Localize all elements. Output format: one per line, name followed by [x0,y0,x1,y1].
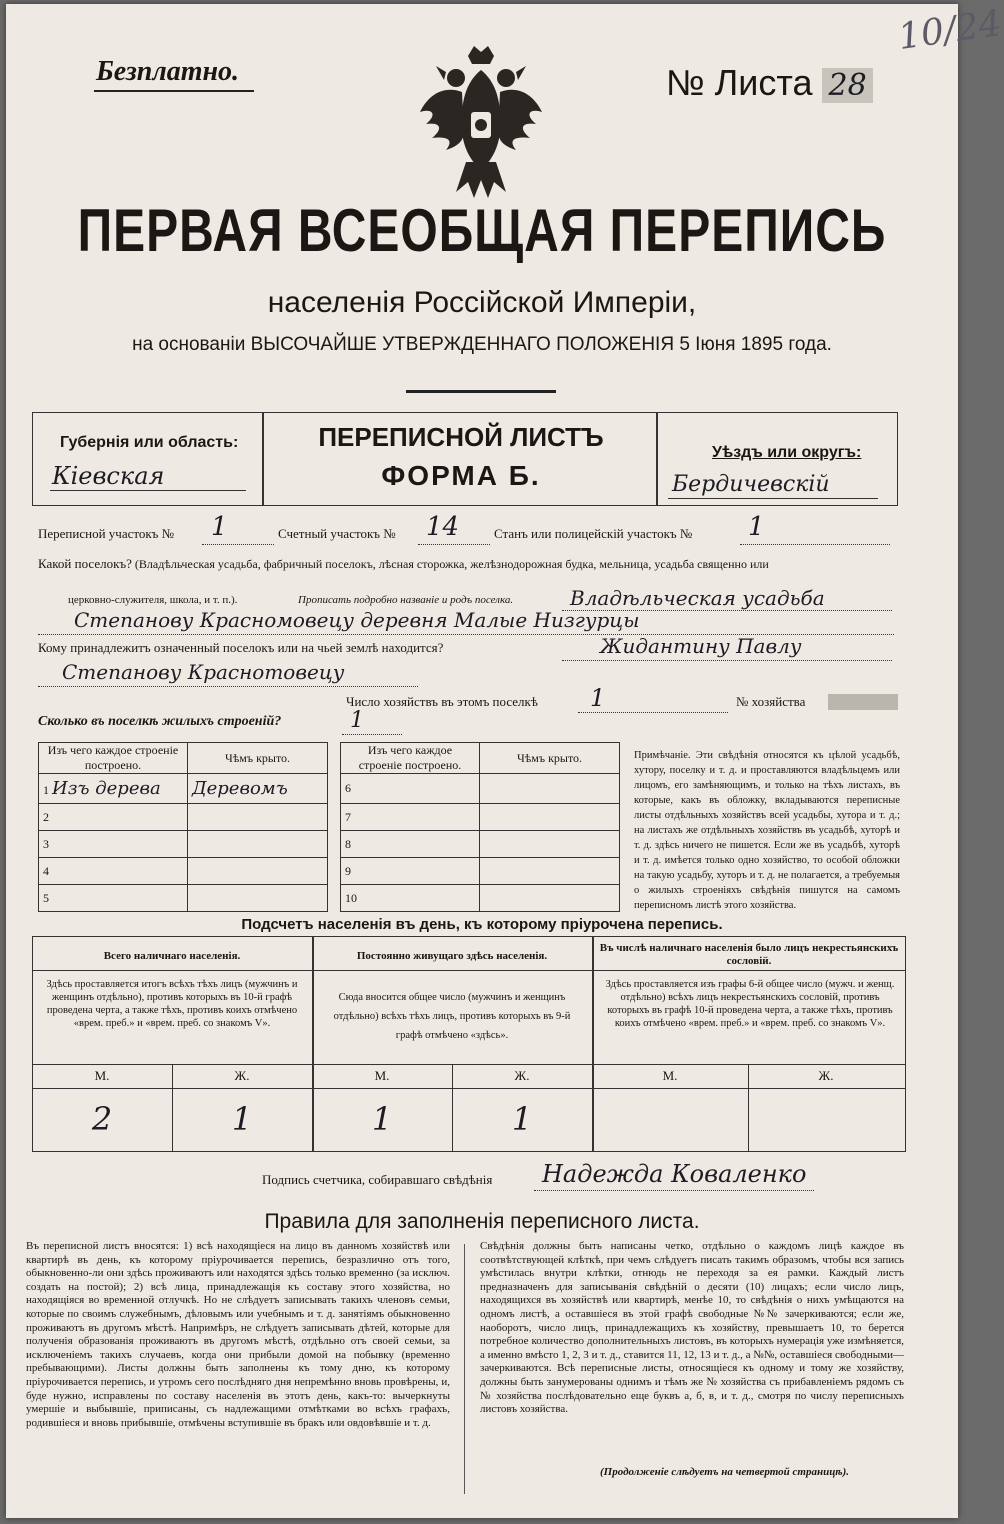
sheet-number [666,62,873,104]
col2-m-label: М. [374,1068,390,1083]
roof-cell [188,885,328,912]
rules-continued: (Продолженіе слѣдуетъ на четвертой страницѣ). [600,1466,850,1478]
margin-note: 10/24 [895,2,1004,59]
document-subtitle: населенія Россійской Имперіи, [267,286,697,319]
census-section-value: 1 [211,512,228,542]
stan-label: Станъ или полицейскій участокъ № [494,526,693,541]
count-section-value: 14 [426,512,460,542]
non-peasant-text: Здѣсь проставляется изъ графы 6-й общее число (мужч. и женщ. отдѣльно) всѣхъ лицъ некрестьянскихъ сословій, противъ которыхъ въ графѣ 10-й проведена черта, а также тѣхъ, противъ коихъ отмѣчено «врем. преб.» и «врем. преб. со знакомъ V». [605,979,895,1029]
permanent-population-header: Постоянно живущаго здѣсь населенія. [356,950,548,962]
rules-right-column: Свѣдѣнія должны быть написаны четко, отдѣльно о каждомъ лицѣ каждое въ соотвѣтствующей клѣткѣ, при чемъ слѣдуетъ писать такимъ образомъ, чтобы вся запись умѣстилась внутри клѣтки, отнюдь не переходя за ея рамки. Каждый листъ предназначенъ для записыванія свѣдѣній о десяти (10) лицахъ; если число лицъ, находящихся въ хозяйствѣ или квартирѣ, менѣе 10, то свѣдѣнія о нихъ умѣщаются на одномъ листѣ, а оставшіеся въ этой графѣ свободные №№ зачеркиваются; если же, наоборотъ, число лицъ, принадлежащихъ къ хозяйству, превышаетъ 10, то берется потребное количество дополнительныхъ листовъ, въ которыхъ нумерація уже измѣняется, а именно вмѣсто 1, 2, 3 и т. д., ставится 11, 12, 13 и т. д., а №№, оставшіеся свободными—зачеркиваются. Всѣ переписные листы, относящіеся къ одному и тому же хозяйству, должны быть занумерованы однимъ и тѣмъ же № хозяйства съ прибавленіемъ рядомъ съ № хозяйства послѣдовательно еще буквъ а, б, в, и т. д., смотря по числу переписныхъ листовъ хозяйства. [480,1240,904,1416]
owner-line-1 [562,660,892,661]
col3-zh-label: Ж. [818,1068,834,1083]
roof-cell [480,885,620,912]
table-row [341,831,620,858]
row-number: 4 [39,858,188,885]
row-number: 6 [341,774,480,804]
present-women-value: 1 [231,1100,253,1138]
population-divider-2 [592,936,594,1152]
population-values-line [32,1088,906,1089]
table-row [341,885,620,912]
roof-value: Деревомъ [192,778,288,799]
gubernia-value: Кіевская [52,462,165,490]
owner-value-2: Степанову Краснотовецу [62,660,345,684]
table-row [39,831,328,858]
sheet-number-label: № Листа [666,62,813,103]
present-population-header: Всего наличнаго населенія. [103,950,241,962]
owner-value-1: Жидантину Павлу [600,634,802,658]
frame-divider-left [262,412,264,506]
col3-m-label: М. [662,1068,678,1083]
row-number: 7 [341,804,480,831]
buildings-table-left [38,742,328,912]
population-title: Подсчетъ населенія въ день, къ которому пріурочена перепись. [241,916,723,933]
table-row [39,743,328,774]
permanent-women-value: 1 [511,1100,533,1138]
title-divider [406,390,556,393]
free-underline [94,90,254,92]
roof-cell [480,774,620,804]
roof-cell [188,774,328,804]
households-label: Число хозяйствъ въ этомъ поселкѣ [346,694,538,709]
buildings-note: Примѣчаніе. Эти свѣдѣнія относятся къ цѣлой усадьбѣ, хутору, поселку и т. д. и проставляются владѣльцемъ или лицомъ, его замѣняющимъ, и только на тѣхъ листахъ, въ которые, какъ въ обложку, вкладываются переписные листы отдѣльныхъ хозяйствъ всей усадьбы, хутора и т. д.; на листахъ же отдѣльныхъ хозяйствъ въ усадьбѣ, хуторѣ и т. д. здѣсь ничего не пишется. Если же въ усадьбѣ, хуторѣ и т. д. имѣется только одно хозяйство, то особой обложки на такую усадьбу, хуторъ и т. д. не полагается, а требуемыя о жилыхъ строеніяхъ свѣдѣнія пишутся на самомъ переписномъ листѣ этого хозяйства. [634,750,900,911]
uezd-label: Уѣздъ или округъ: [712,444,862,461]
count-section-label: Счетный участокъ № [278,526,396,541]
census-section-line [202,544,274,545]
row-number: 2 [39,804,188,831]
table-row [39,858,328,885]
settlement-hint-2: церковно-служителя, школа, и т. п.). [68,594,238,606]
frame-divider-right [656,412,658,506]
household-no-redaction [828,694,898,710]
material-header: Изъ чего каждое строеніе построено. [39,743,188,774]
table-row [341,804,620,831]
roof-header: Чѣмъ крыто. [188,743,328,774]
double-headed-eagle-icon [416,42,546,202]
table-row [341,858,620,885]
table-row [39,804,328,831]
settlement-hint: (Владѣльческая усадьба, фабричный поселокъ, лѣсная сторожка, желѣзнодорожная будка, мельница, усадьба священно или [134,557,769,571]
census-section-label: Переписной участокъ № [38,526,175,541]
population-header-line [32,970,906,971]
signature-value: Надежда Коваленко [542,1160,807,1188]
census-sheet [6,2,1004,1518]
table-row [39,885,328,912]
roof-cell [188,858,328,885]
households-value: 1 [590,684,606,712]
form-type: ФОРМА Б. [381,460,541,491]
sheet-number-value: 28 [822,68,872,103]
permanent-population-text: Сюда вносится общее число (мужчинъ и женщинъ отдѣльно) всѣхъ тѣхъ лицъ, противъ которыхъ въ 9-й графѣ отмѣчено «здѣсь». [333,992,571,1041]
table-row [341,774,620,804]
uezd-value: Бердичевскій [672,472,830,497]
roof-cell [188,804,328,831]
signature-line [534,1190,814,1191]
table-row [341,743,620,774]
material-value: Изъ дерева [52,778,161,799]
row-number: 5 [39,885,188,912]
row-number: 8 [341,831,480,858]
roof-cell [188,831,328,858]
rules-left-column: Въ переписной листъ вносятся: 1) всѣ находящіеся на лицо въ данномъ хозяйствѣ или квартирѣ въ день, къ которому пріурочивается перепись, безразлично отъ того, обыкновенно-ли они здѣсь проживаютъ или находятся здѣсь только временно (за исключ. создать на постой); 2) всѣ лица, принадлежащія къ составу этого хозяйства, но находящіяся во временной отлучкѣ. Но не слѣдуетъ записывать такихъ членовъ семьи, которые по своимъ служебнымъ, дѣловымъ или учебнымъ и т. д. занятіямъ обыкновенно проживаютъ въ другомъ мѣстѣ. Напримѣръ, не слѣдуетъ записывать дѣтей, которые для полученія образованія проживаютъ въ другомъ мѣстѣ, отдѣльно отъ своей семьи, за исключеніемъ такихъ случаевъ, когда они прибыли домой на побывку (временно пребывающими). Листы должны быть заполнены къ тому дню, къ которому пріурочивается перепись, и утромъ сего послѣдняго дня непремѣнно вновь провѣрены, и, буде нужно, исправлены по составу населенія въ этотъ день, какъ-то: вычеркнуты умершіе и выбывшіе, приписаны, съ надлежащими отмѣтками во всѣхъ графахъ, родившіеся и вновь прибывшіе, отмѣчены вступившіе въ бракъ или овдовѣвшіе и т. д. [26,1240,450,1429]
uezd-line [668,498,878,499]
stan-value: 1 [748,512,765,542]
population-mz-line [32,1064,906,1065]
settlement-label: Какой поселокъ? [38,556,132,571]
row-number: 9 [341,858,480,885]
count-section-line [418,544,490,545]
non-peasant-header: Въ числѣ наличнаго населенія было лицъ некрестьянскихъ сословій. [599,942,899,967]
present-men-value: 2 [91,1100,113,1138]
settlement-question [38,556,908,572]
roof-header: Чѣмъ крыто. [480,743,620,774]
form-title: ПЕРЕПИСНОЙ ЛИСТЪ [318,422,604,452]
buildings-question [38,714,281,730]
row-number: 3 [39,831,188,858]
free-of-charge-label: Безплатно. [96,56,240,87]
roof-cell [480,831,620,858]
settlement-value-1: Владѣльческая усадьба [570,586,825,610]
settlement-hint-3: Прописать подробно названіе и родъ поселка. [298,594,514,606]
buildings-table-right [340,742,620,912]
roof-cell [480,858,620,885]
rules-title: Правила для заполненія переписного листа. [264,1210,700,1233]
buildings-line [342,734,402,735]
col2-zh-label: Ж. [514,1068,530,1083]
stan-line [740,544,890,545]
material-header: Изъ чего каждое строеніе построено. [341,743,480,774]
rules-column-divider [464,1244,465,1494]
owner-label: Кому принадлежитъ означенный поселокъ или на чьей землѣ находится? [38,640,444,655]
col1-m-label: М. [94,1068,110,1083]
present-population-text: Здѣсь проставляется итогъ всѣхъ тѣхъ лицъ (мужчинъ и женщинъ отдѣльно), противъ которыхъ въ 10-й графѣ проведена черта, а также тѣхъ, противъ коихъ отмѣчено «врем. преб.» и «врем. преб. со знакомъ V». [46,979,298,1029]
buildings-label: Сколько въ поселкѣ жилыхъ строеній? [38,714,282,729]
permanent-men-value: 1 [371,1100,393,1138]
signature-label: Подпись счетчика, собиравшаго свѣдѣнія [262,1172,493,1187]
document-title: ПЕРВАЯ ВСЕОБЩАЯ ПЕРЕПИСЬ [77,198,887,265]
row-cell [39,774,188,804]
settlement-value-2: Степанову Красномовецу деревня Малые Низгурцы [74,608,640,632]
buildings-value: 1 [350,708,364,733]
household-no-label: № хозяйства [736,694,806,709]
roof-cell [480,804,620,831]
households-line [578,712,728,713]
col1-zh-label: Ж. [234,1068,250,1083]
table-row [39,774,328,804]
legal-basis: на основаніи ВЫСОЧАЙШЕ УТВЕРЖДЕННАГО ПОЛОЖЕНІЯ 5 Іюня 1895 года. [132,334,832,355]
gubernia-label: Губернія или область: [60,434,239,451]
row-number: 10 [341,885,480,912]
gubernia-line [50,490,246,491]
owner-line-2 [38,686,418,687]
row-number: 1 [43,783,49,797]
